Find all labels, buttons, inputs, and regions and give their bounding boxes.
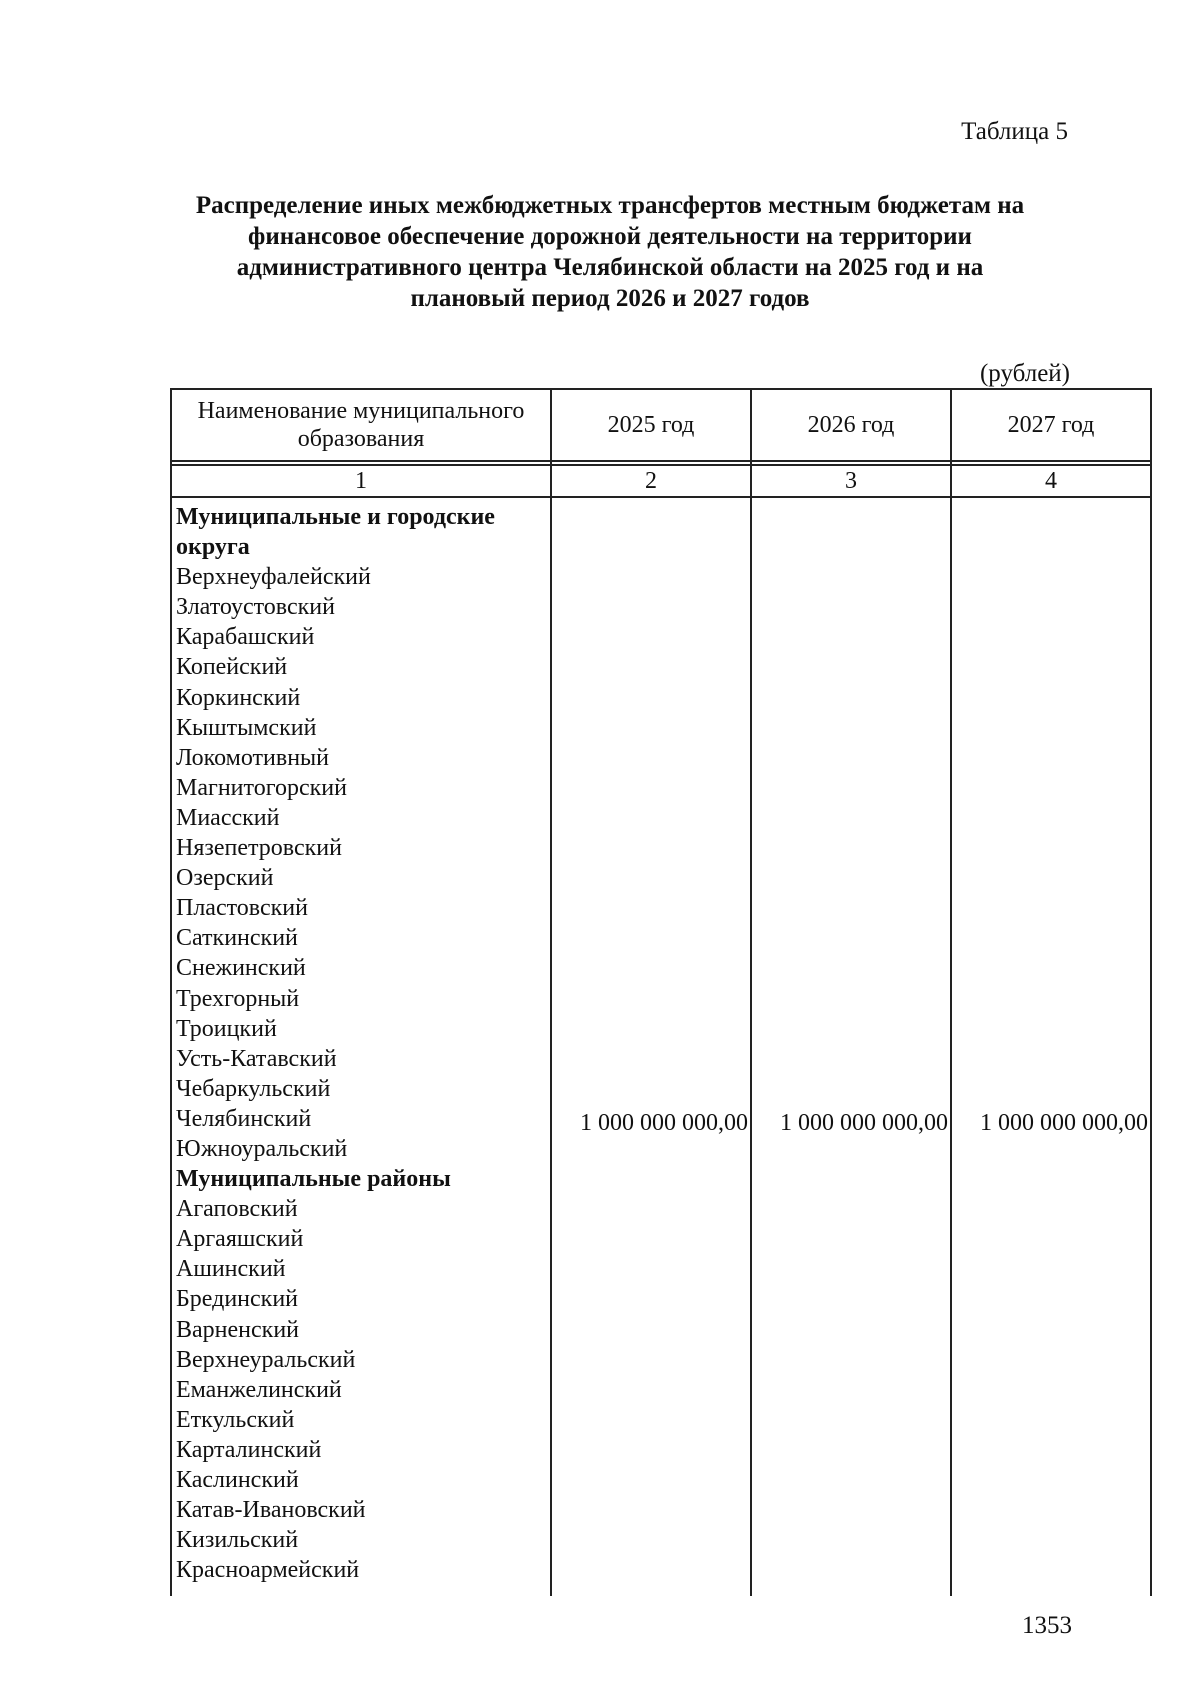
transfers-table: [170, 388, 1152, 1596]
amount-2025-cell: [551, 497, 751, 1596]
list-item: Южноуральский: [176, 1135, 348, 1162]
list-item: Снежинский: [176, 955, 306, 982]
list-item: Кизильский: [176, 1527, 299, 1554]
list-item: Агаповский: [176, 1196, 298, 1223]
list-item: Катав-Ивановский: [176, 1497, 366, 1524]
list-item: Троицкий: [176, 1015, 277, 1042]
list-item: Верхнеуральский: [176, 1346, 356, 1373]
list-item: Еманжелинский: [176, 1376, 342, 1403]
amount-2027-cell: [951, 497, 1151, 1596]
list-item: Красноармейский: [176, 1557, 360, 1584]
list-item: Озерский: [176, 865, 274, 892]
list-item: Каслинский: [176, 1467, 299, 1493]
list-item: Кыштымский: [176, 714, 317, 741]
amount-2027: 1 000 000 000,00: [980, 1110, 1148, 1136]
header-2027: 2027 год: [951, 389, 1151, 461]
table-body-row: [171, 497, 1151, 1596]
header-2025: 2025 год: [551, 389, 751, 461]
list-item: Карталинский: [176, 1436, 322, 1463]
list-item: Златоустовский: [176, 594, 335, 621]
column-number-2: 2: [551, 465, 751, 497]
list-item: Локомотивный: [176, 744, 330, 771]
amount-2026-cell: [751, 497, 951, 1596]
header-name: Наименование муниципального образования: [171, 389, 551, 461]
list-item: Саткинский: [176, 925, 298, 952]
list-item: Коркинский: [176, 684, 301, 711]
group-title: Муниципальные районы: [176, 1166, 451, 1193]
list-item: Еткульский: [176, 1406, 295, 1433]
list-item: Аргаяшский: [176, 1226, 304, 1253]
list-item: Пластовский: [176, 895, 308, 922]
document-title: Распределение иных межбюджетных трансфертов местным бюджетам на финансовое обеспечение дорожной деятельности на территории административного центра Челябинской области на 2025 год и на плановый период 2026 и 2027 годов: [195, 192, 1025, 312]
column-number-1: 1: [171, 465, 551, 497]
list-item: Магнитогорский: [176, 774, 347, 801]
list-item: Брединский: [176, 1286, 299, 1313]
group-title: Муниципальные и городские округа: [176, 504, 495, 561]
units-label: (рублей): [979, 360, 1070, 387]
column-number-4: 4: [951, 465, 1151, 497]
column-number-row: [171, 465, 1151, 497]
list-item: Верхнеуфалейский: [176, 564, 371, 591]
list-item: Нязепетровский: [176, 835, 342, 862]
list-item: Челябинский: [176, 1105, 312, 1132]
list-item: Копейский: [176, 654, 288, 681]
list-item: Усть-Катавский: [176, 1045, 337, 1072]
list-item: Ашинский: [176, 1256, 286, 1283]
list-item: Варненский: [176, 1316, 299, 1343]
header-2026: 2026 год: [751, 389, 951, 461]
list-item: Трехгорный: [176, 985, 300, 1012]
amount-2025: 1 000 000 000,00: [580, 1110, 748, 1136]
list-item: Карабашский: [176, 624, 315, 651]
column-number-3: 3: [751, 465, 951, 497]
list-item: Миасский: [176, 804, 280, 831]
table-header-row: [171, 389, 1151, 461]
page-number: 1353: [1022, 1612, 1072, 1639]
table-label: Таблица 5: [961, 118, 1068, 145]
amount-2026: 1 000 000 000,00: [780, 1110, 948, 1136]
municipality-names-cell: [171, 497, 551, 1596]
list-item: Чебаркульский: [176, 1075, 331, 1102]
